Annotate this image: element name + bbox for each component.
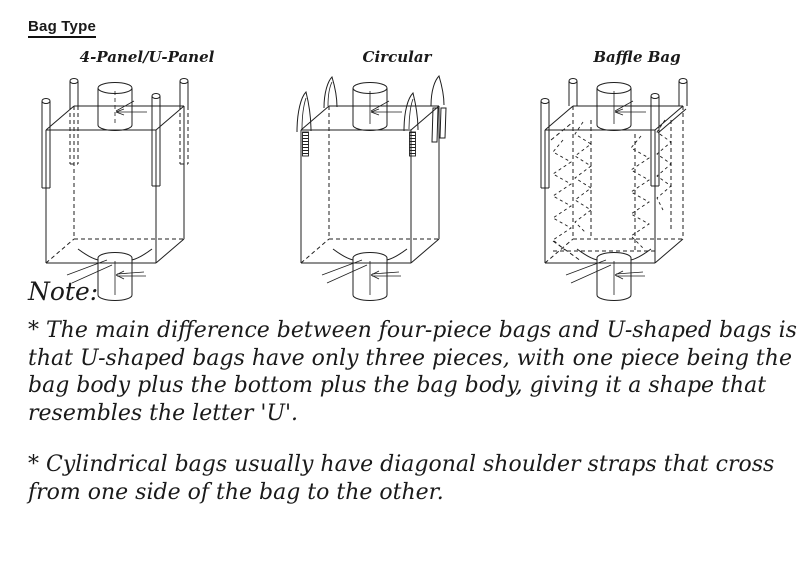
note-paragraph-1 [28, 317, 797, 427]
baffle-bag-illustration [515, 68, 735, 308]
figure-label-4panel: 4-Panel/U-Panel [79, 48, 215, 66]
page-title: Bag Type [28, 18, 96, 38]
front-lift-loops [541, 94, 659, 189]
note-line: bag body plus the bottom plus the bag body, giving it a shape that [28, 373, 767, 398]
front-lift-loops [42, 94, 160, 189]
four-panel-bag-illustration [16, 68, 236, 308]
shoulder-strap-loops [297, 76, 446, 156]
note-paragraph-2 [28, 451, 794, 506]
note-line: * Cylindrical bags usually have diagonal shoulder straps that cross [28, 452, 775, 477]
figure-label-circular: Circular [362, 48, 432, 66]
circular-bag-illustration [271, 68, 491, 308]
note-line: that U-shaped bags have only three pieces, with one piece being the [28, 345, 792, 371]
back-lift-loops [569, 79, 687, 107]
figure-label-baffle: Baffle Bag [593, 48, 681, 66]
note-line: resembles the letter 'U'. [28, 400, 299, 426]
note-section [28, 276, 797, 506]
note-line: from one side of the bag to the other. [28, 479, 444, 505]
bag-body [545, 106, 686, 263]
note-heading: Note: [28, 277, 99, 306]
internal-baffles [551, 120, 671, 261]
bag-body [46, 106, 184, 263]
note-line: * The main difference between four-piece bags and U-shaped bags is [28, 318, 797, 343]
